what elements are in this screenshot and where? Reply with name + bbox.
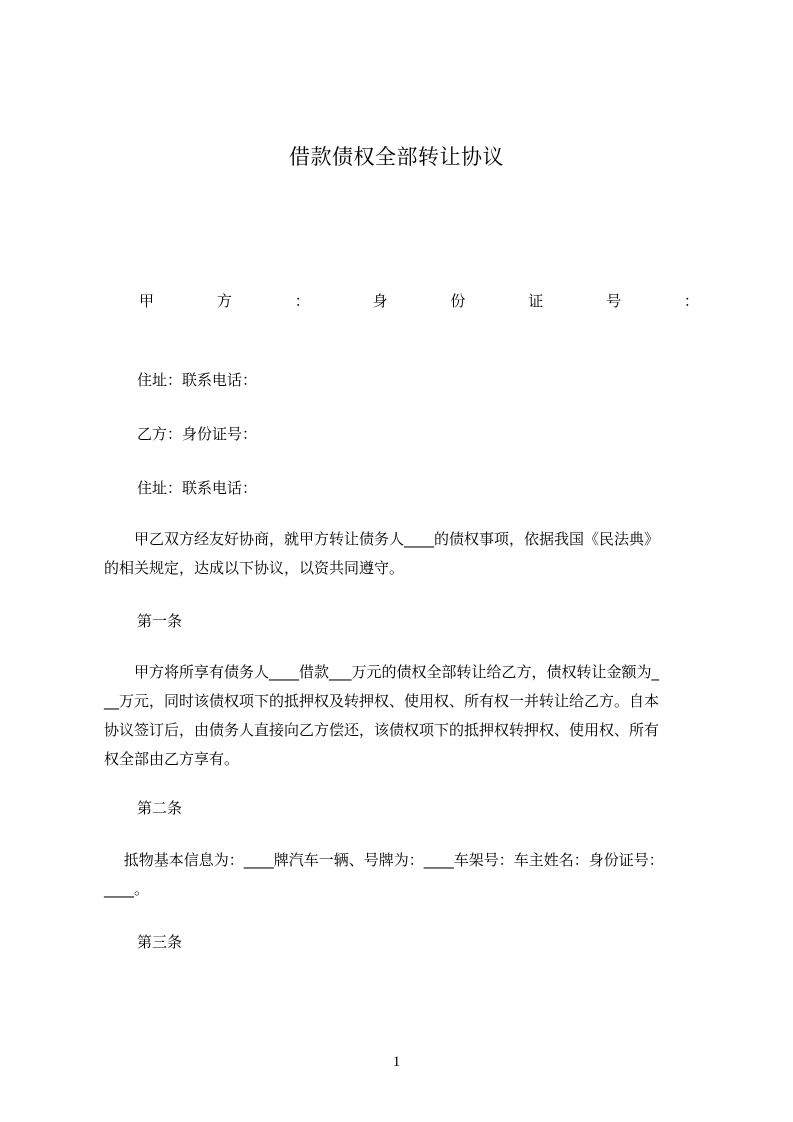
party-a-char: 甲 bbox=[139, 292, 155, 310]
paragraph-line: 甲乙双方经友好协商，就甲方转让债务人____的债权事项，依据我国《民法典》 bbox=[104, 530, 660, 548]
party-b-address: 住址：联系电话： bbox=[137, 479, 258, 497]
intro-paragraph bbox=[104, 525, 704, 583]
party-a-char: ： bbox=[294, 292, 310, 310]
document-title: 借款债权全部转让协议 bbox=[289, 145, 504, 169]
article-3-heading: 第三条 bbox=[137, 933, 183, 951]
paragraph-line: 的相关规定，达成以下协议，以资共同遵守。 bbox=[104, 559, 405, 577]
party-a-address: 住址：联系电话： bbox=[137, 371, 258, 389]
article-2-paragraph bbox=[104, 846, 704, 904]
party-a-char: 份 bbox=[450, 292, 466, 310]
paragraph-line: __万元，同时该债权项下的抵押权及转押权、使用权、所有权一并转让给乙方。自本 bbox=[104, 692, 660, 710]
article-2-heading: 第二条 bbox=[137, 799, 183, 817]
party-a-char: 身 bbox=[372, 292, 388, 310]
paragraph-line: 权全部由乙方享有。 bbox=[104, 750, 240, 768]
article-1-paragraph bbox=[104, 658, 704, 774]
party-a-char: 方 bbox=[216, 292, 232, 310]
paragraph-line: 甲方将所享有债务人____借款___万元的债权全部转让给乙方，债权转让金额为_ bbox=[104, 663, 660, 681]
paragraph-line: 抵物基本信息为：____牌汽车一辆、号牌为：____车架号：车主姓名：身份证号： bbox=[104, 851, 664, 869]
party-b-line: 乙方：身份证号： bbox=[137, 425, 258, 443]
page-number: 1 bbox=[392, 1054, 401, 1070]
paragraph-line: ____。 bbox=[104, 880, 150, 898]
article-1-heading: 第一条 bbox=[137, 612, 183, 630]
party-a-char: ： bbox=[683, 292, 699, 310]
paragraph-line: 协议签订后，由债务人直接向乙方偿还，该债权项下的抵押权转押权、使用权、所有 bbox=[104, 721, 660, 739]
party-a-char: 号 bbox=[606, 292, 622, 310]
party-a-line bbox=[139, 290, 699, 312]
party-a-char: 证 bbox=[528, 292, 544, 310]
